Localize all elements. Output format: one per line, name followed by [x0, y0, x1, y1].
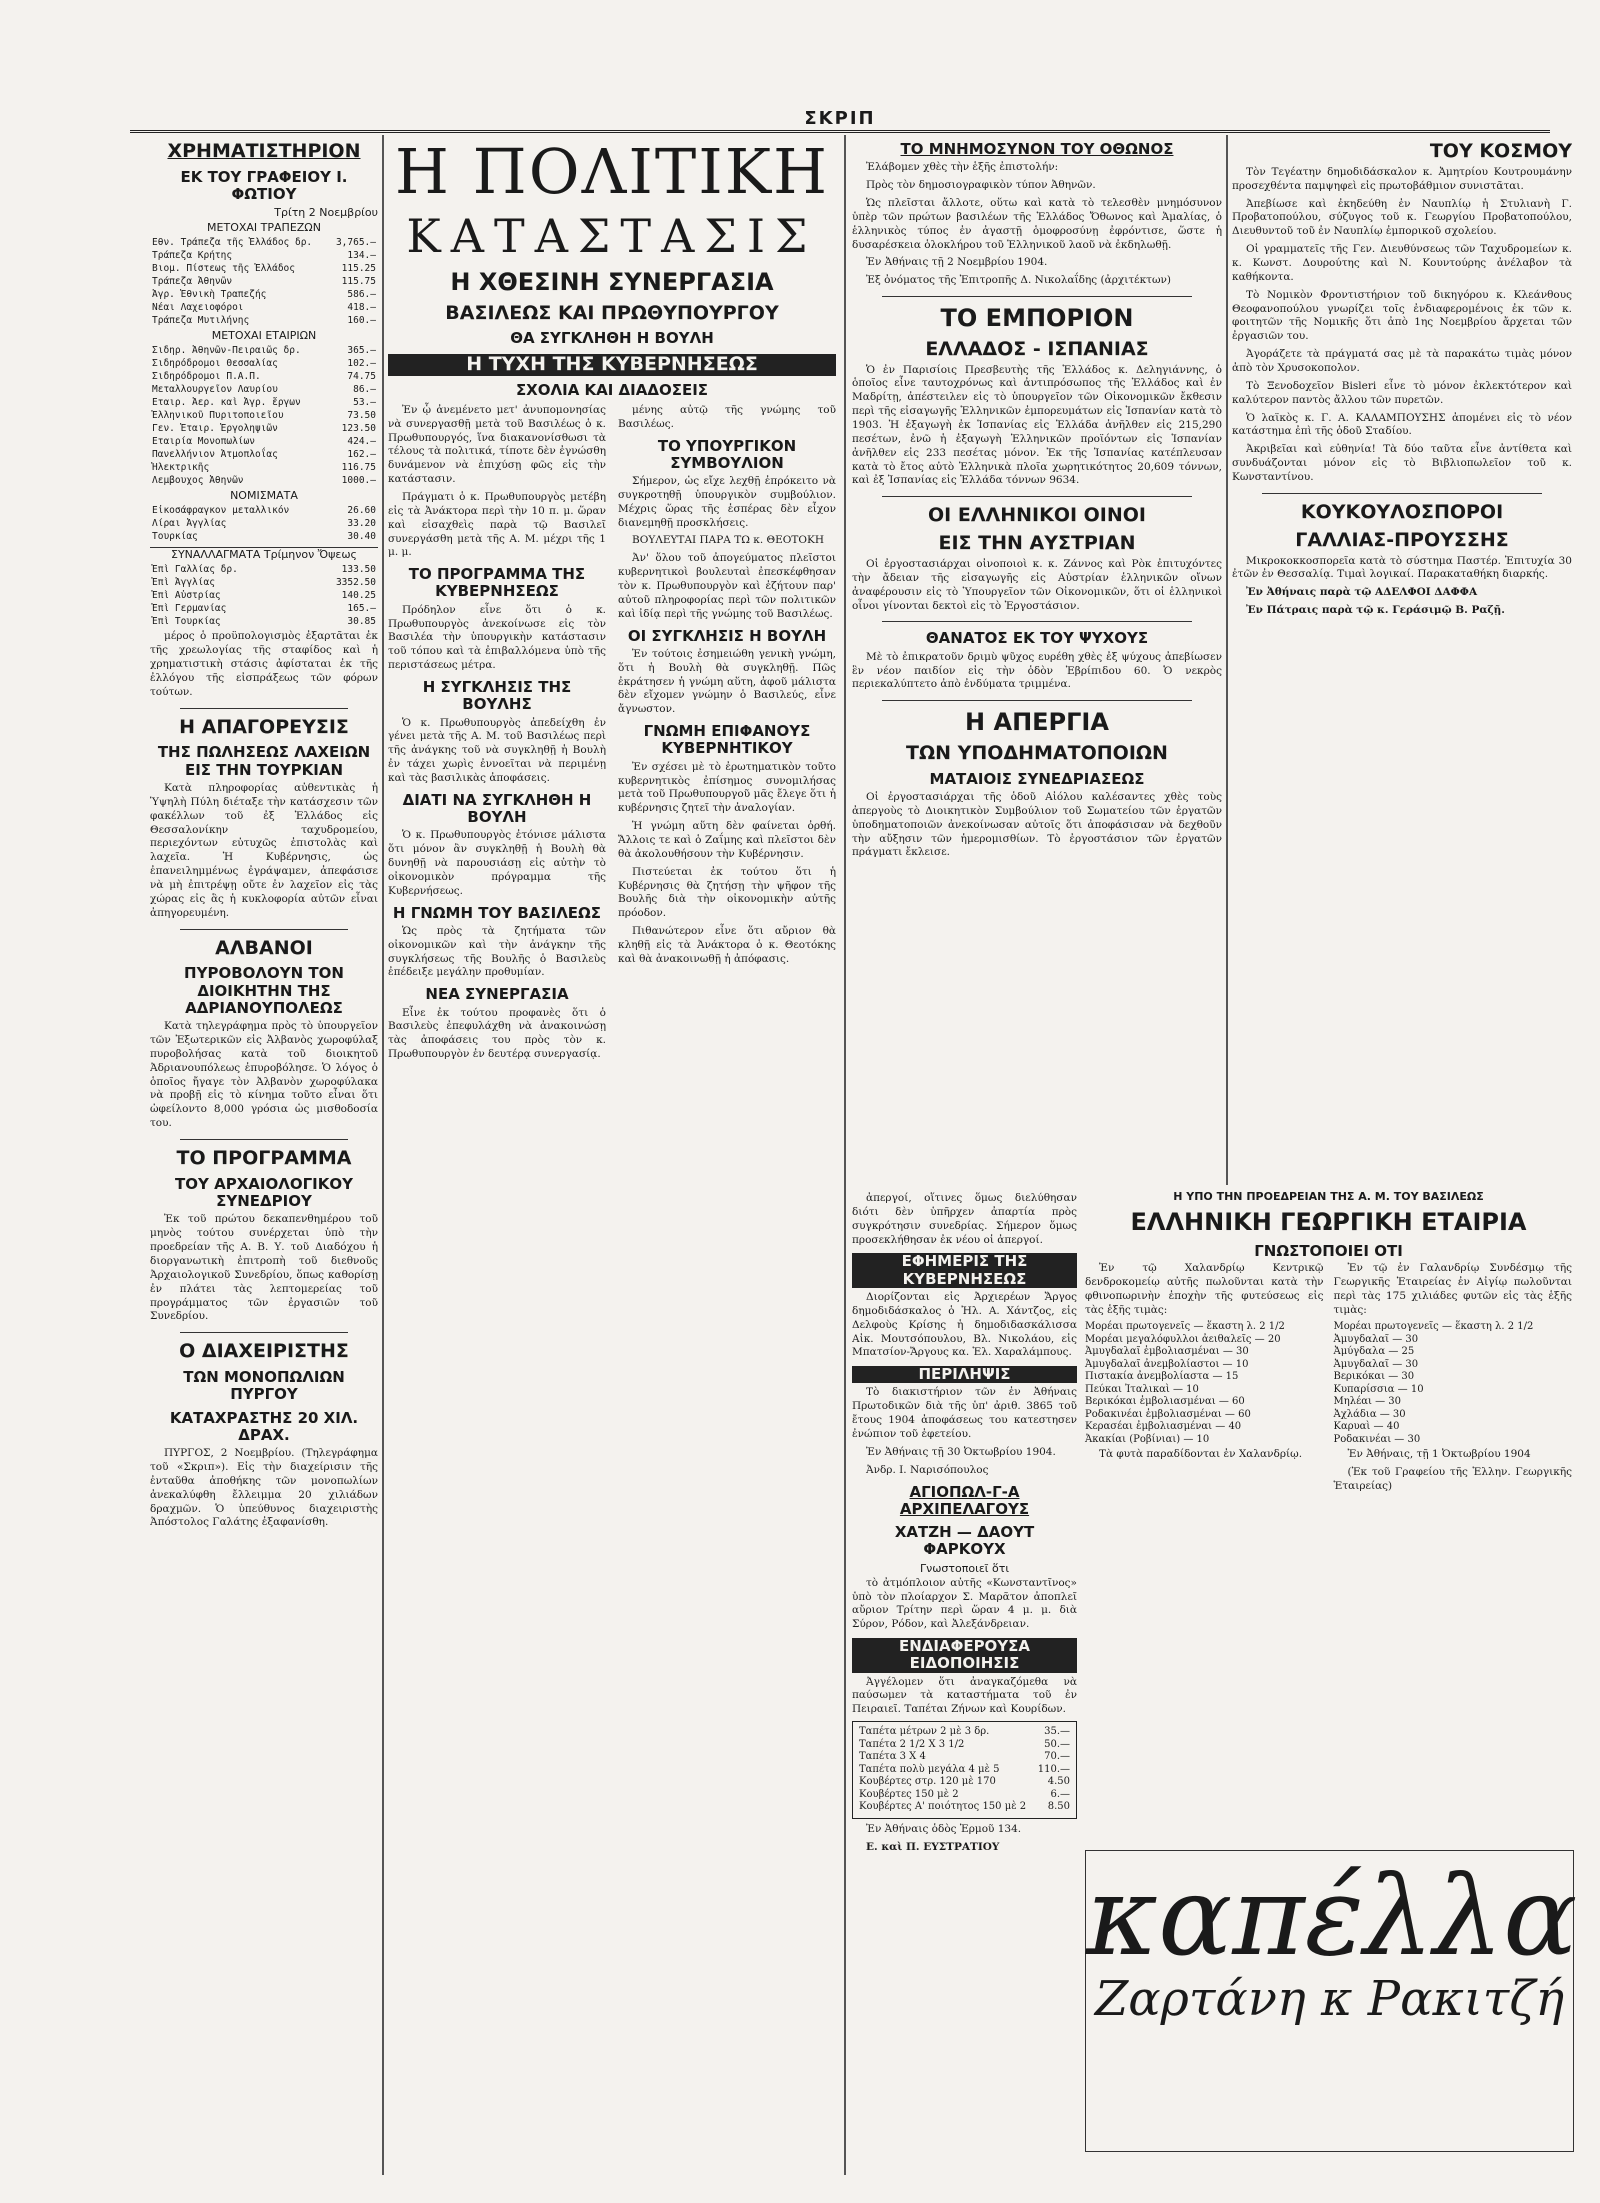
list-item: Μορέαι πρωτογενεῖς — ἕκαστη λ. 2 1/2 — [1085, 1321, 1285, 1333]
geo-left-note: Τὰ φυτὰ παραδίδονται ἐν Χαλανδρίῳ. — [1099, 1448, 1303, 1461]
article-body: Ἐλάβομεν χθὲς τὴν ἑξῆς ἐπιστολήν: — [866, 161, 1059, 174]
column-rule — [1226, 135, 1228, 1185]
table-row — [150, 422, 378, 435]
table-row — [150, 576, 378, 589]
article-subheadline: ΤΗΣ ΠΩΛΗΣΕΩΣ ΛΑΧΕΙΩΝ ΕΙΣ ΤΗΝ ΤΟΥΡΚΙΑΝ — [157, 743, 371, 779]
article-body: Ἀγγέλομεν ὅτι ἀναγκαζόμεθα νὰ παύσωμεν τὰ καταστήματα τοῦ ἐν Πειραιεῖ. Ταπέται Ζήνων καὶ Κουρίδων. — [852, 1675, 1077, 1716]
article-body: Ἐν Πάτραις παρὰ τῷ κ. Γεράσιμῷ Β. Ραζῇ. — [1246, 604, 1505, 617]
list-item: Ἀμυγδαλαῖ — 30 — [1333, 1358, 1419, 1370]
row-label: Τράπεζα Κρήτης — [152, 250, 233, 262]
row-value: 133.50 — [341, 564, 376, 576]
hat-advertisement — [1085, 1850, 1578, 2152]
row-value: 74.75 — [347, 371, 376, 383]
article-body: Οἱ ἐργοστασιάρχαι τῆς ὁδοῦ Αἰόλου καλέσαντες χθὲς τοὺς ἀπεργοὺς τὸ Διοικητικὸν Συμβούλιον τοῦ Σωματείου τῶν ἐργατῶν ὑποδηματοποιῶν ἀνεκοίνωσαν αὐτοῖς ὅτι ἀποφάσισαν νὰ δεχθοῦν τὴν αὔξησιν τῶν ἡμερομισθίων. Τὸ ἐργοστάσιον τῶν ἐργατῶν πράγματι ἔκλεισε. — [852, 790, 1222, 859]
column-rule — [844, 135, 846, 2175]
row-label: Βιομ. Πίστεως τῆς Ἑλλάδος — [152, 263, 295, 275]
row-value: 30.40 — [347, 531, 376, 543]
table-row — [150, 602, 378, 615]
lead-subheadline: ΘΑ ΣΥΓΚΛΗΘΗ Η ΒΟΥΛΗ — [510, 329, 714, 348]
table-row — [150, 589, 378, 602]
ad-word: καπέλλα — [1086, 1852, 1578, 1980]
row-value: 418.— — [347, 302, 376, 314]
lead-body — [388, 402, 836, 1066]
article-headline: ΑΓΙΟΠΩΛ-Γ-Α ΑΡΧΙΠΕΛΑΓΟΥΣ — [899, 1482, 1030, 1518]
stock-date: Τρίτη 2 Νοεμβρίου — [274, 206, 378, 220]
row-value: 160.— — [347, 315, 376, 327]
section-heading: Η ΓΝΩΜΗ ΤΟΥ ΒΑΣΙΛΕΩΣ — [392, 903, 602, 922]
price-item: Ταπέτα 2 1/2 Χ 3 1/2 — [859, 1738, 965, 1750]
list-item: Πιστακία ἀνεμβολίαστα — 15 — [1085, 1371, 1239, 1383]
list-item: Ἀμυγδαλαῖ ἀνεμβολίαστοι — 10 — [1085, 1358, 1249, 1370]
lead-right-column — [618, 402, 836, 1066]
list-item: Μηλέαι — 30 — [1333, 1396, 1402, 1408]
article-headline: Ο ΔΙΑΧΕΙΡΙΣΤΗΣ — [179, 1340, 349, 1363]
row-value: 115.75 — [341, 276, 376, 288]
banks-heading: ΜΕΤΟΧΑΙ ΤΡΑΠΕΖΩΝ — [207, 221, 321, 235]
table-row — [150, 530, 378, 543]
row-label: Ἐπὶ Τουρκίας — [152, 616, 221, 628]
geo-left-intro: Ἐν τῷ Χαλανδρίῳ Κεντρικῷ δενδροκομείῳ αὐτῆς πωλοῦνται κατὰ τὴν φθινοπωρινὴν ἐποχὴν τῆς φυτεύσεως εἰς τὰς ἑξῆς τιμὰς: — [1085, 1262, 1324, 1316]
divider — [882, 296, 1192, 297]
row-label: Ἠλεκτρικῆς — [152, 462, 210, 474]
fx-note: μέρος ὁ προϋπολογισμὸς ἐξαρτᾶται ἐκ τῆς χρεωλογίας τῆς σταφίδος καὶ ἡ χρηματιστικὴ στάσις ἀφίσταται ἐκ τῆς ἐλλόγου τῆς εἰσπράξεως τῶν φόρων τούτων. — [150, 630, 378, 698]
row-label: Ἐπὶ Γαλλίας δρ. — [152, 564, 238, 576]
article-headline: ΠΕΡΙΛΗΨΙΣ — [852, 1366, 1077, 1383]
paragraph: Ὡς πρὸς τὰ ζητήματα τῶν οἰκονομικῶν καὶ τὴν ἀνάγκην τῆς συγκλήσεως τῆς Βουλῆς ὁ Βασιλεὺς ἐπέδειξε μεγάλην προθυμίαν. — [388, 924, 606, 979]
section-heading: ΤΟ ΥΠΟΥΡΓΙΚΟΝ ΣΥΜΒΟΥΛΙΟΝ — [657, 436, 797, 472]
row-label: Πανελλήνιον Ἀτμοπλοΐας — [152, 449, 278, 461]
row-value: 53.— — [353, 397, 376, 409]
paragraph: Ὁ λαϊκὸς κ. Γ. Α. ΚΑΛΑΜΠΟΥΣΗΣ ἀπομένει εἰς τὸ νέον κατάστημα ἐπὶ τῆς ὁδοῦ Σταδίου. — [1232, 411, 1572, 438]
price-row — [859, 1776, 1070, 1789]
article-headline: ΕΝΔΙΑΦΕΡΟΥΣΑ ΕΙΔΟΠΟΙΗΣΙΣ — [852, 1638, 1077, 1673]
price-item: Κουβέρτες Α' ποιότητος 150 μὲ 2 — [859, 1801, 1027, 1813]
paragraph: Πιστεύεται ἐκ τούτου ὅτι ἡ Κυβέρνησις θὰ ζητήσῃ τὴν ψῆφον τῆς Βουλῆς διὰ τὴν οἰκονομικὴν αὐτῆς πρόοδον. — [618, 865, 836, 920]
list-item: Μορέαι μεγαλόφυλλοι ἀειθαλεῖς — 20 — [1085, 1333, 1281, 1345]
price-row — [859, 1726, 1070, 1739]
row-label: Νέαι Λαχειοφόροι — [152, 302, 244, 314]
paragraph: Ὁ κ. Πρωθυπουργὸς ἀπεδείχθη ἐν γένει μετὰ τῆς Α. Μ. τοῦ Βασιλέως περὶ τῆς ἀνάγκης τοῦ νὰ συγκληθῇ ἡ Βουλὴ ἐν τάχει χωρὶς ἐννοεῖται νὰ περιμένῃ καὶ τὰς βασιλικὰς ἀποφάσεις. — [388, 716, 606, 784]
article-headline: Η ΑΠΑΓΟΡΕΥΣΙΣ — [179, 715, 349, 738]
table-row — [150, 563, 378, 576]
divider — [882, 496, 1192, 497]
column-2 — [388, 135, 836, 2175]
list-item: Ἀμυγδαλαῖ ἐμβολιασμέναι — 30 — [1085, 1346, 1249, 1358]
column-3 — [852, 135, 1222, 1180]
lead-title: Η ΠΟΛΙΤΙΚΗ — [394, 135, 830, 208]
price-value: 4.50 — [1047, 1776, 1070, 1788]
section-heading: ΟΙ ΣΥΓΚΛΗΣΙΣ Η ΒΟΥΛΗ — [627, 626, 827, 645]
article-body: Ὁ ἐν Παρισίοις Πρεσβευτὴς τῆς Ἑλλάδος κ. Δεληγιάννης, ὁ ὁποῖος εἶνε ταυτοχρόνως καὶ ἀντιπρόσωπος τῆς Ἑλλάδος καὶ ἐν Μαδρίτῃ, ἀπέστειλεν εἰς τὸ ὑπουργεῖον τῶν Οἰκονομικῶν ἔκθεσιν περὶ τῆς εἰσαγωγῆς Ἑλληνικῶν ἐμπορευμάτων εἰς Ἱσπανίαν κατὰ τὸ 1903. Ἡ ἐξαγωγὴ ἐκ Ἱσπανίας εἰς Ἑλλάδα ἀνῆλθεν εἰς 215,290 πεσέτων, ἐνῶ ἡ ἐξαγωγὴ Ἑλληνικῶν προϊόντων εἰς Ἱσπανίαν ἀνῆλθεν εἰς 233 πεσέτας μόνον. Ἐκ τῆς Ἱσπανίας κατέπλευσαν κατὰ τὸ ἔτος αὐτὸ Ἑλληνικὰ πλοῖα χωρητικότητος 20,609 τόννων, καὶ ἐξ Ἰσπανίας εἰς Ἑλλάδα τόννων 9634. — [852, 363, 1222, 487]
row-value: 3352.50 — [335, 577, 376, 589]
row-value: 123.50 — [341, 423, 376, 435]
list-item: Ροδακινέαι ἐμβολιασμέναι — 60 — [1085, 1408, 1251, 1420]
table-row — [150, 301, 378, 314]
masthead-title: ΣΚΡΙΠ — [804, 108, 876, 129]
article-subheadline: ΧΑΤΖΗ — ΔΑΟΥΤ ΦΑΡΚΟΥΧ — [894, 1523, 1035, 1559]
stock-title: ΧΡΗΜΑΤΙΣΤΗΡΙΟΝ — [167, 140, 361, 162]
section-heading: ΝΕΑ ΣΥΝΕΡΓΑΣΙΑ — [425, 985, 569, 1004]
price-value: 70.— — [1044, 1751, 1070, 1763]
paragraph: Ἐν σχέσει μὲ τὸ ἐρωτηματικὸν τοῦτο κυβερνητικὸς ἐπίσημος συνομιλήσας μετὰ τοῦ Πρωθυπουργοῦ μᾶς ἔλεγε ὅτι ἡ κυβέρνησις ζητεῖ τὴν ἀναλογίαν. — [618, 760, 836, 815]
article-body: Τὸ διακιστήριον τῶν ἐν Ἀθήναις Πρωτοδικῶν διὰ τῆς ὑπ' ἀριθ. 3865 τοῦ ἔτους 1904 ἀποφάσεως του κατεστησεν ἐνώπιον τοῦ ἐφετείου. — [852, 1386, 1077, 1441]
row-label: Ἐπὶ Αὐστρίας — [152, 590, 221, 602]
paragraph: Ἐν τούτοις ἐσημειώθη γενικὴ γνώμη, ὅτι ἡ Βουλὴ θὰ συγκληθῇ. Πῶς ἐκράτησεν ἡ γνώμη αὕτη, ἀφοῦ μάλιστα δὲν εἴχομεν γνώμην ὁ Βασιλεύς, εἶνε ἄγνωστον. — [618, 647, 836, 716]
table-row — [150, 357, 378, 370]
article-body: Ἐν Ἀθήναις παρὰ τῷ ΑΔΕΛΦΟΙ ΔΑΦΦΑ — [1246, 586, 1478, 599]
row-label: Ἀγρ. Ἐθνικὴ Τραπεζής — [152, 289, 267, 301]
lead-subheadline: ΣΧΟΛΙΑ ΚΑΙ ΔΙΑΔΟΣΕΙΣ — [515, 380, 709, 399]
paragraph: Σήμερον, ὡς εἴχε λεχθῇ ἐπρόκειτο νὰ συγκροτηθῇ ὑπουργικὸν συμβούλιον. Μέχρις ὥρας τῆς ἑσπέρας δὲν εἶχον διανεμηθῇ προσκλήσεις. — [618, 475, 836, 529]
article-headline: ΤΟ ΜΝΗΜΟΣΥΝΟΝ ΤΟΥ ΟΘΩΝΟΣ — [900, 140, 1174, 158]
divider — [180, 1139, 348, 1140]
column-3-lower-block — [852, 1190, 1077, 2170]
table-row — [150, 314, 378, 327]
list-item: Ἀκακίαι (Ροβίνιαι) — 10 — [1085, 1433, 1210, 1445]
table-row — [150, 275, 378, 288]
article-body: ἀπεργοί, οἵτινες ὅμως διελύθησαν διότι δὲν ὑπῆρχεν ἀπαρτία πρὸς συγκρότησιν συνεδρίας. Σήμερον ὅμως προσεκλήθησαν ἐκ νέου οἱ ἀπεργοί. — [852, 1192, 1077, 1246]
table-row — [150, 249, 378, 262]
article-subheadline: ΤΩΝ ΜΟΝΟΠΩΛΙΩΝ ΠΥΡΓΟΥ — [183, 1368, 345, 1404]
article-body: Κατὰ τηλεγράφημα πρὸς τὸ ὑπουργεῖον τῶν Ἐξωτερικῶν εἰς Ἀλβανὸς χωροφύλαξ πυροβολήσας κατὰ τοῦ διοικητοῦ Ἀδριανουπόλεως ἐπυροβόλησε. Ὁ λόγος ὁ ὁποῖος ἤγαγε τὸν Ἀλβανὸν χωροφύλακα νὰ προβῇ εἰς τὸ κίνημα τοῦτο εἶναι ὅτι ὠφείλοντο 8,000 γρόσια ὡς μισθοδοσία του. — [150, 1020, 378, 1130]
column-1 — [150, 135, 378, 2175]
list-item: Μορέαι πρωτογενεῖς — ἕκαστη λ. 2 1/2 — [1333, 1321, 1534, 1333]
lead-left-column — [388, 402, 606, 1066]
row-label: Ἑλληνικοῦ Πυριτοποιεῖου — [152, 410, 284, 422]
article-subheadline: ΓΑΛΛΙΑΣ-ΠΡΟΥΣΣΗΣ — [1295, 528, 1509, 551]
row-label: Τράπεζα Ἀθηνῶν — [152, 276, 233, 288]
table-row — [150, 615, 378, 628]
row-label: Ἐπὶ Ἀγγλίας — [152, 577, 215, 589]
section-heading: ΤΟ ΠΡΟΓΡΑΜΜΑ ΤΗΣ ΚΥΒΕΡΝΗΣΕΩΣ — [408, 565, 586, 601]
geo-lists — [1085, 1260, 1572, 1730]
row-label: Σιδηρόδρομοι Π.Α.Π. — [152, 371, 261, 383]
paragraph: Εἶνε ἐκ τούτου προφανὲς ὅτι ὁ Βασιλεὺς ἐπεφυλάχθη νὰ ἀνακοινώσῃ τὰς ἀποφάσεις του πρὸς τὸν κ. Πρωθυπουργὸν ἐν δευτέρᾳ συνεργασίᾳ. — [388, 1006, 606, 1061]
article-headline: ΤΟ ΠΡΟΓΡΑΜΜΑ — [176, 1147, 352, 1170]
fx-heading: ΣΥΝΑΛΛΑΓΜΑΤΑ Τρίμηνον Ὄψεως — [150, 547, 378, 561]
paragraph: Ἀν' ὅλου τοῦ ἀπογεύματος πλεῖστοι κυβερνητικοὶ βουλευταὶ ἐπεσκέφθησαν τὸν κ. Πρωθυπουργὸν καὶ ἐζήτουν παρ' αὐτοῦ πληροφορίας περὶ τῶν πολιτικῶν καὶ ἰδίᾳ περὶ τῆς γνώμης τοῦ Βασιλέως. — [618, 552, 836, 620]
divider — [180, 1332, 348, 1333]
price-value: 6.— — [1050, 1788, 1070, 1800]
geo-left-items — [1085, 1321, 1324, 1446]
article-headline: Η ΑΠΕΡΓΙΑ — [965, 708, 1109, 737]
price-value: 50.— — [1044, 1738, 1070, 1750]
list-item: Κερασέαι ἐμβολιασμέναι — 40 — [1085, 1421, 1242, 1433]
lead-subheadline: ΒΑΣΙΛΕΩΣ ΚΑΙ ΠΡΩΘΥΠΟΥΡΓΟΥ — [445, 301, 779, 324]
article-subheadline: ΚΑΤΑΧΡΑΣΤΗΣ 20 ΧΙΛ. ΔΡΑΧ. — [169, 1408, 359, 1444]
table-row — [150, 383, 378, 396]
table-row — [150, 504, 378, 517]
article-headline: ΤΟ ΕΜΠΟΡΙΟΝ — [940, 304, 1134, 333]
list-item: Βερικόκαι — 30 — [1333, 1371, 1415, 1383]
table-row — [150, 461, 378, 474]
article-body: ΠΥΡΓΟΣ, 2 Νοεμβρίου. (Τηλεγράφημα τοῦ «Σκριπ»). Εἰς τὴν διαχείρισιν τῆς ἐνταῦθα ἀποθήκης τῶν μονοπωλίων ἀνεκαλύφθη ἔλλειμμα 20 χιλιάδων δραχμῶν. Ὁ ὑπεύθυνος διαχειριστὴς Ἀπόστολος Γαλάτης ἐξαφανίσθη. — [150, 1447, 378, 1529]
list-item: Ροδακινέαι — 30 — [1333, 1433, 1421, 1445]
row-value: 33.20 — [347, 518, 376, 530]
row-label: Τράπεζα Μυτιλήνης — [152, 315, 250, 327]
list-item: Ἀμύγδαλα — 25 — [1333, 1346, 1415, 1358]
row-value: 102.— — [347, 358, 376, 370]
paragraph: ΒΟΥΛΕΥΤΑΙ ΠΑΡΑ ΤΩ κ. ΘΕΟΤΟΚΗ — [632, 534, 825, 547]
price-value: 110.— — [1037, 1763, 1070, 1775]
article-headline: ΑΛΒΑΝΟΙ — [215, 936, 313, 959]
article-body: Κατὰ πληροφορίας αὐθεντικὰς ἡ Ὑψηλὴ Πύλη διέταξε τὴν κατάσχεσιν τῶν φακέλλων τοῦ ἐξ Ἑλλάδος εἰς Θεσσαλονίκην ταχυδρομείου, περιεχόντων εὐτυχῶς ἐπιστολὰς καὶ λαχεῖα. Ἡ Κυβέρνησις, ὡς ἐπανειλημμένως ἐγράψαμεν, ἀπεφάσισε νὰ μὴ ἐπιτρέψῃ οὔτε ἐν λαχεῖον εἰς τὰς χώρας εἰς ἃς ἡ κυκλοφορία αὐτῶν εἶναι ἀπηγορευμένη. — [150, 781, 378, 919]
row-label: Εἰκοσάφραγκον μεταλλικόν — [152, 505, 290, 517]
price-row — [859, 1739, 1070, 1752]
companies-table — [150, 344, 378, 487]
list-item: Πεύκαι Ἰταλικαὶ — 10 — [1085, 1383, 1199, 1395]
banks-table — [150, 236, 378, 327]
row-label: Λεμβουχος Ἀθηνῶν — [152, 475, 244, 487]
fx-table — [150, 563, 378, 628]
row-value: 115.25 — [341, 263, 376, 275]
price-item: Κουβέρτες στρ. 120 μὲ 170 — [859, 1776, 996, 1788]
row-value: 86.— — [353, 384, 376, 396]
geo-right — [1334, 1260, 1573, 1730]
price-row — [859, 1751, 1070, 1764]
divider — [180, 929, 348, 930]
row-value: 134.— — [347, 250, 376, 262]
column-4-paras — [1232, 166, 1572, 485]
article-body: Ἐξ ὀνόματος τῆς Ἐπιτροπῆς Δ. Νικολαΐδης (ἀρχιτέκτων) — [866, 274, 1172, 287]
row-value: 165.— — [347, 603, 376, 615]
price-value: 8.50 — [1047, 1801, 1070, 1813]
stock-subtitle: ΕΚ ΤΟΥ ΓΡΑΦΕΙΟΥ Ι. ΦΩΤΙΟΥ — [180, 167, 348, 204]
row-value: 26.60 — [347, 505, 376, 517]
price-item: Ταπέτα 3 Χ 4 — [859, 1751, 926, 1763]
paragraph: Πράγματι ὁ κ. Πρωθυπουργὸς μετέβη εἰς τὰ Ἀνάκτορα περὶ τὴν 10 π. μ. ὥραν καὶ εἰσαχθεὶς παρὰ τῷ Βασιλεῖ συνεργάσθη μετὰ τῆς Α. Μ. μέχρι τῆς 1 μ. μ. — [388, 490, 606, 559]
row-label: Γεν. Ἑταιρ. Ἐργοληψιῶν — [152, 423, 278, 435]
geo-left — [1085, 1260, 1324, 1730]
row-label: Εθν. Τράπεζα τῆς Ἑλλάδος δρ. — [152, 237, 313, 249]
geo-right-note: Ἐν Ἀθήναις, τῇ 1 Ὀκτωβρίου 1904 — [1347, 1448, 1531, 1461]
geo-top: Η ΥΠΟ ΤΗΝ ΠΡΟΕΔΡΕΙΑΝ ΤΗΣ Α. Μ. ΤΟΥ ΒΑΣΙΛΕΩΣ — [1173, 1190, 1484, 1203]
row-value: 365.— — [347, 345, 376, 357]
row-label: Ἐπὶ Γερμανίας — [152, 603, 227, 615]
article-body: Ἐν Ἀθήναις τῇ 30 Ὀκτωβρίου 1904. — [866, 1445, 1056, 1458]
section-heading: Η ΣΥΓΚΛΗΣΙΣ ΤΗΣ ΒΟΥΛΗΣ — [422, 678, 572, 714]
divider — [882, 621, 1192, 622]
table-row — [150, 435, 378, 448]
row-value: 116.75 — [341, 462, 376, 474]
row-value: 586.— — [347, 289, 376, 301]
article-headline: ΚΟΥΚΟΥΛΟΣΠΟΡΟΙ — [1300, 500, 1504, 523]
article-subheadline: ΕΛΛΑΔΟΣ - ΙΣΠΑΝΙΑΣ — [925, 337, 1149, 360]
geo-right-items — [1334, 1321, 1573, 1446]
table-row — [150, 370, 378, 383]
ad-sellers: Ζαρτάνη κ Ρακιτζή — [1094, 1971, 1565, 2027]
list-item: Βερικόκαι ἐμβολιασμέναι — 60 — [1085, 1396, 1245, 1408]
paragraph: Τὸ Νομικὸν Φροντιστήριον τοῦ δικηγόρου κ. Κλεάνθους Θεοφανοπούλου γνωρίζει τοῖς ἐνδιαφερομένοις ἐκ τῶν κ. φοιτητῶν τῆς Νομικῆς ὅτι ἀπὸ 1ης Νοεμβρίου ἄρχεται τῶν ἐργασιῶν του. — [1232, 288, 1572, 343]
row-label: Εταιρ. Ἀερ. καὶ Ἀγρ. ἔργων — [152, 397, 301, 409]
geo-right-intro: Ἐν τῷ ἐν Γαλανδρίῳ Συνδέσμῳ τῆς Γεωργικῆς Ἑταιρείας ἐν Αἰγίῳ πωλοῦνται περὶ τὰς 175 χιλιάδες φυτῶν εἰς τὰς ἑξῆς τιμὰς: — [1333, 1262, 1572, 1316]
article-subheadline: ΤΟΥ ΑΡΧΑΙΟΛΟΓΙΚΟΥ ΣΥΝΕΔΡΙΟΥ — [175, 1174, 353, 1211]
paragraph: Ἡ γνώμη αὕτη δὲν φαίνεται ὀρθή. Ἄλλοις τε καὶ ὁ Ζαΐμης καὶ πλεῖστοι δὲν θὰ ἀκολουθήσουν τὴν Κυβέρνησιν. — [618, 820, 836, 860]
article-body: Ὡς πλεῖσται ἄλλοτε, οὕτω καὶ κατὰ τὸ τελεσθὲν μνημόσυνον ὑπὲρ τῶν πρώτων βασιλέων τῆς Ἑλλάδος Ὄθωνος καὶ Ἀμαλίας, ὁ ἑλληνικὸς τύπος ἐν ἀγαστῇ ὁμοφροσύνῃ ἐφρόντισε, ὥστε ἡ δυσαρέσκεια ὁλοκλήρου τοῦ Ἑλληνικοῦ λαοῦ νὰ ἐκδηλωθῇ. — [852, 196, 1222, 251]
geo-header — [1085, 1188, 1572, 1258]
table-row — [150, 288, 378, 301]
price-item: Ταπέτα μέτρων 2 μὲ 3 δρ. — [859, 1726, 990, 1738]
lead-headline: Η ΧΘΕΣΙΝΗ ΣΥΝΕΡΓΑΣΙΑ — [450, 268, 774, 296]
article-subheadline: ΜΑΤΑΙΟΙΣ ΣΥΝΕΔΡΙΑΣΕΩΣ — [929, 769, 1145, 788]
row-value: 1000.— — [341, 475, 376, 487]
paragraph: μένης αὐτῷ τῆς γνώμης τοῦ Βασιλέως. — [618, 403, 836, 430]
row-value: 424.— — [347, 436, 376, 448]
article-subheadline: ΠΥΡΟΒΟΛΟΥΝ ΤΟΝ ΔΙΟΙΚΗΤΗΝ ΤΗΣ ΑΔΡΙΑΝΟΥΠΟΛΕΩΣ — [184, 964, 344, 1017]
masthead — [130, 108, 1550, 133]
column-rule — [382, 135, 384, 2175]
geo-right-note-2: (Ἐκ τοῦ Γραφείου τῆς Ἑλλην. Γεωργικῆς Ἑταιρείας) — [1333, 1466, 1572, 1493]
price-item: Κουβέρτες 150 μὲ 2 — [859, 1788, 959, 1800]
table-row — [150, 236, 378, 249]
price-list — [852, 1721, 1077, 1819]
row-value: 162.— — [347, 449, 376, 461]
table-row — [150, 396, 378, 409]
article-body: Ἀνδρ. Ι. Ναρισόπουλος — [866, 1463, 989, 1476]
row-value: 30.85 — [347, 616, 376, 628]
list-item: Καρυαὶ — 40 — [1333, 1421, 1400, 1433]
coins-heading: ΝΟΜΙΣΜΑΤΑ — [230, 489, 298, 503]
article-headline: ΟΙ ΕΛΛΗΝΙΚΟΙ ΟΙΝΟΙ — [928, 504, 1146, 527]
article-body: Μὲ τὸ ἐπικρατοῦν δριμὺ ψῦχος ευρέθη χθὲς ἐξ ψύχους ἀπεβίωσεν ἓν νέον παιδίον εἰς τὴν ὁδὸν Ἐβρίπιδου 60. Ὁ νεκρὸς περιεκαλύπτετο ἀπὸ ἐνδύματα τριμμένα. — [852, 650, 1222, 691]
row-value: 73.50 — [347, 410, 376, 422]
section-heading: ΓΝΩΜΗ ΕΠΙΦΑΝΟΥΣ ΚΥΒΕΡΝΗΤΙΚΟΥ — [643, 722, 811, 758]
geo-title: ΕΛΛΗΝΙΚΗ ΓΕΩΡΓΙΚΗ ΕΤΑΙΡΙΑ — [1130, 1208, 1527, 1236]
geo-subtitle: ΓΝΩΣΤΟΠΟΙΕΙ ΟΤΙ — [1254, 1241, 1403, 1260]
paragraph: Τὸ Ξενοδοχεῖον Bisleri εἶνε τὸ μόνον ἐκλεκτότερον καὶ καλύτερον παντὸς ἄλλου τῶν πυρετῶν. — [1232, 379, 1572, 406]
price-row — [859, 1801, 1070, 1814]
paragraph: Τὸν Τεγέατην δημοδιδάσκαλον κ. Ἀμητρίου Κουτρουμάνην προσεχθέντα παμψηφεὶ εἰς πρωτοβάθμιον συνιστᾶται. — [1232, 165, 1572, 192]
list-item: Ἀμυγδαλαῖ — 30 — [1333, 1333, 1419, 1345]
row-label: Τουρκίας — [152, 531, 198, 543]
list-item: Ἀχλάδια — 30 — [1333, 1408, 1406, 1420]
companies-heading: ΜΕΤΟΧΑΙ ΕΤΑΙΡΙΩΝ — [211, 329, 317, 343]
divider — [1262, 493, 1542, 494]
divider — [180, 708, 348, 709]
article-body: Ἐν Ἀθήναις ὁδὸς Ἑρμοῦ 134. — [866, 1822, 1022, 1835]
table-row — [150, 474, 378, 487]
article-headline: ΕΦΗΜΕΡΙΣ ΤΗΣ ΚΥΒΕΡΝΗΣΕΩΣ — [852, 1253, 1077, 1288]
price-item: Ταπέτα πολὺ μεγάλα 4 μὲ 5 — [859, 1763, 1000, 1775]
article-body: Ἐκ τοῦ πρώτου δεκαπενθημέρου τοῦ μηνὸς τούτου συνέρχεται ὑπὸ τὴν προεδρείαν τῆς Α. Β. Υ. τοῦ Διαδόχου ἡ διοργανωτικὴ ἐπιτροπὴ τοῦ διεθνοῦς Ἀρχαιολογικοῦ Συνεδρίου, ὅπως καθορίσῃ ἐν πλάτει τὰς λεπτομερείας τοῦ προγράμματος τῶν ἐργασιῶν τοῦ Συνεδρίου. — [150, 1213, 378, 1323]
row-label: Σιδηρόδρομοι Θεσσαλίας — [152, 358, 278, 370]
table-row — [150, 409, 378, 422]
article-body: Ἐν Ἀθήναις τῇ 2 Νοεμβρίου 1904. — [866, 256, 1048, 269]
paragraph: Πιθανώτερον εἶνε ὅτι αὔριον θὰ κληθῇ εἰς τὰ Ἀνάκτορα ὁ κ. Θεοτόκης καὶ θὰ ἀνακοινωθῇ ἡ ἀπόφασις. — [618, 925, 836, 965]
paragraph: Ἐν ᾧ ἀνεμένετο μετ' ἀνυπομονησίας νὰ συνεργασθῇ μετὰ τοῦ Βασιλέως ὁ κ. Πρωθυπουργός, ἵνα διακανονίσθωσι τὰ τέλους τὰ πολιτικά, τίποτε δὲν ἐγνώσθη δυνάμενον νὰ ἐπιχύσῃ φῶς εἰς τὴν κατάστασιν. — [388, 403, 606, 486]
article-headline: ΘΑΝΑΤΟΣ ΕΚ ΤΟΥ ΨΥΧΟΥΣ — [925, 629, 1149, 648]
article-body: Πρὸς τὸν δημοσιογραφικὸν τύπον Ἀθηνῶν. — [866, 179, 1096, 192]
row-label: Μεταλλουργεῖον Λαυρίου — [152, 384, 278, 396]
row-label: Εταιρία Μονοπωλίων — [152, 436, 255, 448]
table-row — [150, 262, 378, 275]
lead-banner: Η ΤΥΧΗ ΤΗΣ ΚΥΒΕΡΝΗΣΕΩΣ — [388, 354, 836, 376]
paragraph: Οἱ γραμματεῖς τῆς Γεν. Διευθύνσεως τῶν Ταχυδρομείων κ. κ. Κωνστ. Δουρούτης καὶ Ν. Κουντούρης ἀνέλαβον τὰ καθήκοντα. — [1232, 243, 1572, 283]
article-subheadline: ΤΩΝ ΥΠΟΔΗΜΑΤΟΠΟΙΩΝ — [906, 741, 1168, 764]
article-body: Ε. καὶ Π. ΕΥΣΤΡΑΤΙΟΥ — [866, 1840, 1000, 1853]
paragraph: Ἀπεβίωσε καὶ ἐκηδεύθη ἐν Ναυπλίῳ ἡ Στυλιανὴ Γ. Προβατοπούλου, σύζυγος τοῦ κ. Γεωργίου Προβατοπούλου, Διευθυντοῦ τοῦ ἐν Ναυπλίῳ ἐμπορικοῦ σχολείου. — [1232, 197, 1572, 238]
article-body: τὸ ἀτμόπλοιον αὐτῆς «Κωνσταντῖνος» ὑπὸ τὸν πλοίαρχον Σ. Μαρᾶτον ἀποπλεῖ αὔριον Τρίτην περὶ ὥραν 4 μ. μ. διὰ Σύρον, Ρόδον, καὶ Ἀλεξάνδρειαν. — [852, 1576, 1077, 1631]
article-body: Διορίζονται εἰς Ἀρχιερέων Ἄργος δημοδιδάσκαλος ὁ Ἠλ. Α. Χάντζος, εἰς Δελφοὺς Κρίσης ἡ δημοδιδασκάλισσα Αἰκ. Μουτσόπουλου, Βλ. Νικολάου, εἰς Μπατσίον-Ἄργους κα. Ἑλ. Χαραλάμπους. — [852, 1290, 1077, 1359]
coins-table — [150, 504, 378, 543]
article-body: Οἱ ἐργοστασιάρχαι οἰνοποιοὶ κ. κ. Ζάννος καὶ Ρὸκ ἐπιτυχόντες τὴν ἄδειαν τῆς εἰσαγωγῆς εἰς Αὐστρίαν ἑλληνικῶν οἴνων ἀναφέρουσιν εἰς τὸ Ὑπουργεῖον τῶν Οἰκονομικῶν, ὅτι οἱ ἑλληνικοὶ οἶνοι γίνονται δεκτοὶ εἰς τὸ Ἐργοστάσιον. — [852, 557, 1222, 612]
article-body: Μικροκοκκοσπορεῖα κατὰ τὸ σύστημα Παστέρ. Ἐπιτυχία 30 ἐτῶν ἐν Θεσσαλίᾳ. Τιμαὶ λογικαί. Παρακαταθήκη διαρκής. — [1232, 554, 1572, 581]
lead-title-2: ΚΑΤΑΣΤΑΣΙΣ — [406, 209, 818, 263]
table-row — [150, 344, 378, 357]
article-subheadline: Γνωστοποιεῖ ὅτι — [919, 1561, 1010, 1575]
column-4 — [1232, 135, 1572, 1180]
list-item: Κυπαρίσσια — 10 — [1333, 1383, 1424, 1395]
row-value: 140.25 — [341, 590, 376, 602]
row-label: Σιδηρ. Ἀθηνῶν-Πειραιῶς δρ. — [152, 345, 301, 357]
row-label: Λίραι Ἀγγλίας — [152, 518, 227, 530]
price-row — [859, 1789, 1070, 1802]
price-row — [859, 1764, 1070, 1777]
article-subheadline: ΕΙΣ ΤΗΝ ΑΥΣΤΡΙΑΝ — [938, 532, 1136, 555]
table-row — [150, 448, 378, 461]
row-value: 3,765.— — [335, 237, 376, 249]
paragraph: Πρόδηλον εἶνε ὅτι ὁ κ. Πρωθυπουργὸς ἀνεκοίνωσε εἰς τὸν Βασιλέα τὴν ὑπουργικὴν κατάστασιν τοῦ τόπου καὶ τὰ ἐπιβαλλόμενα ὑπὸ τῆς περιστάσεως μέτρα. — [388, 603, 606, 672]
price-value: 35.— — [1044, 1726, 1070, 1738]
divider — [882, 700, 1192, 701]
section-heading: ΔΙΑΤΙ ΝΑ ΣΥΓΚΛΗΘΗ Η ΒΟΥΛΗ — [402, 790, 592, 827]
paragraph: Ἀκριβεῖαι καὶ εὐθηνία! Τὰ δύο ταῦτα εἶνε ἀντίθετα καὶ συνδυάζονται μόνον εἰς τὸ Βιβλιοπωλεῖον τοῦ κ. Κωνσταντίνου. — [1232, 443, 1572, 484]
paragraph: Ἀγοράζετε τὰ πράγματά σας μὲ τὰ παρακάτω τιμὰς μόνον ἀπὸ τὸν Χρυσοκοπολον. — [1232, 348, 1572, 375]
table-row — [150, 517, 378, 530]
paragraph: Ὁ κ. Πρωθυπουργὸς ἐτόνισε μάλιστα ὅτι μόνον ἂν συγκληθῇ ἡ Βουλὴ θὰ δυνηθῇ νὰ παρουσιάσῃ εἰς αὐτὴν τὸ οἰκονομικὸν πρόγραμμα τῆς Κυβερνήσεως. — [388, 829, 606, 897]
column-4-title: ΤΟΥ ΚΟΣΜΟΥ — [1429, 140, 1572, 162]
